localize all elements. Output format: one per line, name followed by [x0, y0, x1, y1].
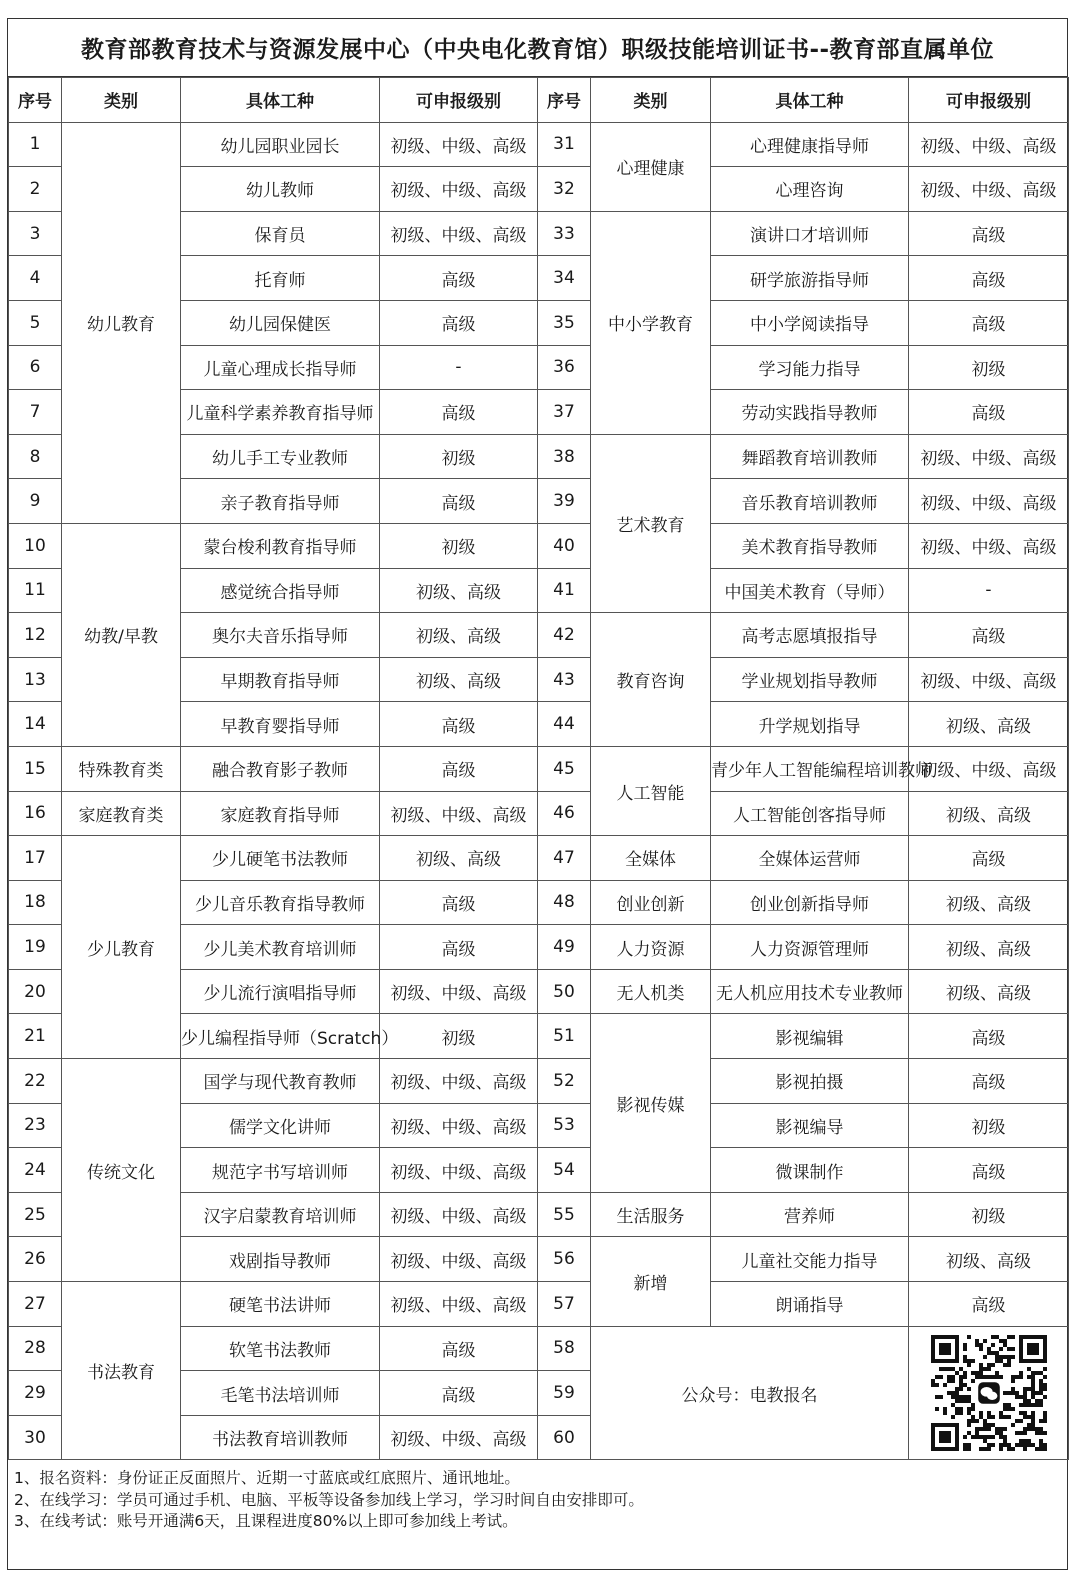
level-cell: 初级、高级: [380, 657, 538, 702]
seq-cell: 52: [538, 1059, 591, 1104]
seq-cell: 57: [538, 1282, 591, 1327]
seq-cell: 18: [9, 880, 62, 925]
level-cell: 初级: [380, 523, 538, 568]
level-cell: 高级: [380, 746, 538, 791]
level-cell: 初级、中级、高级: [909, 434, 1069, 479]
seq-cell: 1: [9, 122, 62, 167]
header-category-right: 类别: [591, 78, 711, 123]
job-cell: 少儿流行演唱指导师: [181, 969, 380, 1014]
level-cell: 高级: [909, 211, 1069, 256]
job-cell: 心理健康指导师: [711, 122, 909, 167]
category-cell: 人工智能: [591, 746, 711, 835]
job-cell: 美术教育指导教师: [711, 523, 909, 568]
table-row: [9, 746, 1069, 791]
level-cell: -: [909, 568, 1069, 613]
seq-cell: 59: [538, 1371, 591, 1416]
seq-cell: 8: [9, 434, 62, 479]
seq-cell: 39: [538, 479, 591, 524]
job-cell: 儿童心理成长指导师: [181, 345, 380, 390]
category-cell: 创业创新: [591, 880, 711, 925]
seq-cell: 22: [9, 1059, 62, 1104]
level-cell: 高级: [909, 836, 1069, 881]
job-cell: 保育员: [181, 211, 380, 256]
job-cell: 青少年人工智能编程培训教师: [711, 746, 909, 791]
level-cell: 初级、高级: [380, 613, 538, 658]
level-cell: 初级、中级、高级: [909, 122, 1069, 167]
seq-cell: 60: [538, 1415, 591, 1460]
level-cell: 高级: [909, 390, 1069, 435]
seq-cell: 53: [538, 1103, 591, 1148]
seq-cell: 29: [9, 1371, 62, 1416]
level-cell: 初级、高级: [380, 836, 538, 881]
level-cell: 高级: [909, 1014, 1069, 1059]
level-cell: 初级: [380, 434, 538, 479]
job-cell: 国学与现代教育教师: [181, 1059, 380, 1104]
table-row: [9, 122, 1069, 167]
job-cell: 融合教育影子教师: [181, 746, 380, 791]
seq-cell: 33: [538, 211, 591, 256]
seq-cell: 9: [9, 479, 62, 524]
notes: [8, 1460, 1067, 1533]
level-cell: 初级: [380, 1014, 538, 1059]
note-item: 2、在线学习：学员可通过手机、电脑、平板等设备参加线上学习，学习时间自由安排即可。: [14, 1490, 644, 1509]
qr-code-cell: [909, 1326, 1069, 1460]
job-cell: 营养师: [711, 1192, 909, 1237]
job-cell: 托育师: [181, 256, 380, 301]
seq-cell: 12: [9, 613, 62, 658]
job-cell: 心理咨询: [711, 167, 909, 212]
seq-cell: 45: [538, 746, 591, 791]
job-cell: 少儿美术教育培训师: [181, 925, 380, 970]
job-cell: 早期教育指导师: [181, 657, 380, 702]
category-cell: 教育咨询: [591, 613, 711, 747]
level-cell: 初级、中级、高级: [380, 1192, 538, 1237]
job-cell: 儿童社交能力指导: [711, 1237, 909, 1282]
header-level: 可申报级别: [380, 78, 538, 123]
category-cell: 传统文化: [62, 1059, 181, 1282]
job-cell: 学业规划指导教师: [711, 657, 909, 702]
seq-cell: 28: [9, 1326, 62, 1371]
level-cell: 初级: [909, 345, 1069, 390]
job-cell: 儿童科学素养教育指导师: [181, 390, 380, 435]
job-cell: 少儿硬笔书法教师: [181, 836, 380, 881]
job-cell: 高考志愿填报指导: [711, 613, 909, 658]
seq-cell: 50: [538, 969, 591, 1014]
seq-cell: 30: [9, 1415, 62, 1460]
job-cell: 书法教育培训教师: [181, 1415, 380, 1460]
table-row: [9, 791, 1069, 836]
table-row: [9, 523, 1069, 568]
job-cell: 家庭教育指导师: [181, 791, 380, 836]
qr-code-icon: [931, 1335, 1047, 1451]
level-cell: 初级: [909, 1103, 1069, 1148]
seq-cell: 24: [9, 1148, 62, 1193]
level-cell: 初级、中级、高级: [380, 167, 538, 212]
seq-cell: 32: [538, 167, 591, 212]
level-cell: 初级、中级、高级: [380, 1148, 538, 1193]
public-account-label: 公众号：电教报名: [591, 1326, 909, 1460]
seq-cell: 26: [9, 1237, 62, 1282]
level-cell: 初级、高级: [909, 791, 1069, 836]
level-cell: 高级: [909, 1059, 1069, 1104]
job-cell: 毛笔书法培训师: [181, 1371, 380, 1416]
level-cell: 高级: [909, 1282, 1069, 1327]
seq-cell: 11: [9, 568, 62, 613]
job-cell: 儒学文化讲师: [181, 1103, 380, 1148]
level-cell: 高级: [380, 1371, 538, 1416]
seq-cell: 34: [538, 256, 591, 301]
category-cell: 少儿教育: [62, 836, 181, 1059]
seq-cell: 2: [9, 167, 62, 212]
level-cell: 高级: [380, 390, 538, 435]
seq-cell: 31: [538, 122, 591, 167]
job-cell: 研学旅游指导师: [711, 256, 909, 301]
category-cell: 无人机类: [591, 969, 711, 1014]
seq-cell: 4: [9, 256, 62, 301]
job-cell: 影视拍摄: [711, 1059, 909, 1104]
seq-cell: 23: [9, 1103, 62, 1148]
job-cell: 影视编导: [711, 1103, 909, 1148]
seq-cell: 38: [538, 434, 591, 479]
level-cell: 初级、高级: [909, 969, 1069, 1014]
category-cell: 幼儿教育: [62, 122, 181, 523]
certificate-sheet: [7, 18, 1068, 1570]
seq-cell: 37: [538, 390, 591, 435]
job-cell: 中国美术教育（导师）: [711, 568, 909, 613]
level-cell: 初级、中级、高级: [380, 1237, 538, 1282]
header-job: 具体工种: [181, 78, 380, 123]
level-cell: 高级: [909, 300, 1069, 345]
seq-cell: 49: [538, 925, 591, 970]
job-cell: 幼儿手工专业教师: [181, 434, 380, 479]
job-cell: 规范字书写培训师: [181, 1148, 380, 1193]
page-title: 教育部教育技术与资源发展中心（中央电化教育馆）职级技能培训证书--教育部直属单位: [8, 19, 1067, 77]
job-cell: 升学规划指导: [711, 702, 909, 747]
job-cell: 硬笔书法讲师: [181, 1282, 380, 1327]
category-cell: 特殊教育类: [62, 746, 181, 791]
job-cell: 无人机应用技术专业教师: [711, 969, 909, 1014]
job-cell: 人工智能创客指导师: [711, 791, 909, 836]
level-cell: 高级: [380, 479, 538, 524]
seq-cell: 3: [9, 211, 62, 256]
level-cell: 初级、中级、高级: [380, 1415, 538, 1460]
seq-cell: 35: [538, 300, 591, 345]
header-level-right: 可申报级别: [909, 78, 1069, 123]
level-cell: 高级: [380, 880, 538, 925]
seq-cell: 54: [538, 1148, 591, 1193]
job-cell: 汉字启蒙教育培训师: [181, 1192, 380, 1237]
category-cell: 心理健康: [591, 122, 711, 211]
job-cell: 幼儿园职业园长: [181, 122, 380, 167]
level-cell: 高级: [380, 1326, 538, 1371]
level-cell: 初级、高级: [909, 702, 1069, 747]
level-cell: 初级、中级、高级: [380, 122, 538, 167]
seq-cell: 36: [538, 345, 591, 390]
seq-cell: 42: [538, 613, 591, 658]
header-category: 类别: [62, 78, 181, 123]
level-cell: 高级: [909, 256, 1069, 301]
level-cell: 初级、中级、高级: [909, 479, 1069, 524]
level-cell: 初级、高级: [380, 568, 538, 613]
seq-cell: 7: [9, 390, 62, 435]
seq-cell: 41: [538, 568, 591, 613]
job-cell: 演讲口才培训师: [711, 211, 909, 256]
table-header-row: [9, 78, 1069, 123]
job-cell: 微课制作: [711, 1148, 909, 1193]
seq-cell: 46: [538, 791, 591, 836]
job-cell: 软笔书法教师: [181, 1326, 380, 1371]
note-item: 3、在线考试：账号开通满6天，且课程进度80%以上即可参加线上考试。: [14, 1512, 518, 1531]
level-cell: 初级、高级: [909, 1237, 1069, 1282]
seq-cell: 44: [538, 702, 591, 747]
seq-cell: 19: [9, 925, 62, 970]
level-cell: 初级、中级、高级: [380, 211, 538, 256]
level-cell: 初级、中级、高级: [380, 791, 538, 836]
category-cell: 新增: [591, 1237, 711, 1326]
seq-cell: 47: [538, 836, 591, 881]
seq-cell: 17: [9, 836, 62, 881]
seq-cell: 43: [538, 657, 591, 702]
level-cell: 初级: [909, 1192, 1069, 1237]
seq-cell: 5: [9, 300, 62, 345]
job-cell: 创业创新指导师: [711, 880, 909, 925]
seq-cell: 40: [538, 523, 591, 568]
seq-cell: 20: [9, 969, 62, 1014]
category-cell: 人力资源: [591, 925, 711, 970]
table-row: [9, 836, 1069, 881]
job-cell: 幼儿教师: [181, 167, 380, 212]
level-cell: -: [380, 345, 538, 390]
level-cell: 初级、中级、高级: [380, 969, 538, 1014]
job-cell: 朗诵指导: [711, 1282, 909, 1327]
job-cell: 戏剧指导教师: [181, 1237, 380, 1282]
category-cell: 艺术教育: [591, 434, 711, 612]
level-cell: 初级、中级、高级: [909, 523, 1069, 568]
level-cell: 初级、中级、高级: [909, 657, 1069, 702]
level-cell: 初级、中级、高级: [909, 167, 1069, 212]
level-cell: 高级: [380, 300, 538, 345]
level-cell: 高级: [380, 702, 538, 747]
training-table: [8, 77, 1069, 1460]
category-cell: 家庭教育类: [62, 791, 181, 836]
seq-cell: 15: [9, 746, 62, 791]
category-cell: 幼教/早教: [62, 523, 181, 746]
level-cell: 初级、中级、高级: [380, 1059, 538, 1104]
seq-cell: 58: [538, 1326, 591, 1371]
category-cell: 中小学教育: [591, 211, 711, 434]
seq-cell: 16: [9, 791, 62, 836]
job-cell: 幼儿园保健医: [181, 300, 380, 345]
seq-cell: 51: [538, 1014, 591, 1059]
job-cell: 人力资源管理师: [711, 925, 909, 970]
level-cell: 初级、中级、高级: [909, 746, 1069, 791]
job-cell: 舞蹈教育培训教师: [711, 434, 909, 479]
seq-cell: 6: [9, 345, 62, 390]
category-cell: 全媒体: [591, 836, 711, 881]
seq-cell: 13: [9, 657, 62, 702]
job-cell: 影视编辑: [711, 1014, 909, 1059]
seq-cell: 27: [9, 1282, 62, 1327]
job-cell: 早教育婴指导师: [181, 702, 380, 747]
seq-cell: 55: [538, 1192, 591, 1237]
table-row: [9, 1059, 1069, 1104]
header-job-right: 具体工种: [711, 78, 909, 123]
level-cell: 高级: [380, 925, 538, 970]
job-cell: 少儿音乐教育指导教师: [181, 880, 380, 925]
header-seq: 序号: [9, 78, 62, 123]
job-cell: 劳动实践指导教师: [711, 390, 909, 435]
level-cell: 初级、高级: [909, 925, 1069, 970]
level-cell: 初级、中级、高级: [380, 1282, 538, 1327]
level-cell: 高级: [380, 256, 538, 301]
seq-cell: 48: [538, 880, 591, 925]
job-cell: 奥尔夫音乐指导师: [181, 613, 380, 658]
job-cell: 少儿编程指导师（Scratch）: [181, 1014, 380, 1059]
job-cell: 音乐教育培训教师: [711, 479, 909, 524]
seq-cell: 10: [9, 523, 62, 568]
job-cell: 蒙台梭利教育指导师: [181, 523, 380, 568]
seq-cell: 56: [538, 1237, 591, 1282]
level-cell: 高级: [909, 1148, 1069, 1193]
job-cell: 学习能力指导: [711, 345, 909, 390]
note-item: 1、报名资料：身份证正反面照片、近期一寸蓝底或红底照片、通讯地址。: [14, 1469, 520, 1488]
level-cell: 高级: [909, 613, 1069, 658]
job-cell: 感觉统合指导师: [181, 568, 380, 613]
seq-cell: 25: [9, 1192, 62, 1237]
level-cell: 初级、高级: [909, 880, 1069, 925]
job-cell: 亲子教育指导师: [181, 479, 380, 524]
category-cell: 生活服务: [591, 1192, 711, 1237]
level-cell: 初级、中级、高级: [380, 1103, 538, 1148]
header-seq-right: 序号: [538, 78, 591, 123]
seq-cell: 14: [9, 702, 62, 747]
seq-cell: 21: [9, 1014, 62, 1059]
category-cell: 影视传媒: [591, 1014, 711, 1192]
table-row: [9, 1282, 1069, 1327]
category-cell: 书法教育: [62, 1282, 181, 1460]
job-cell: 全媒体运营师: [711, 836, 909, 881]
job-cell: 中小学阅读指导: [711, 300, 909, 345]
